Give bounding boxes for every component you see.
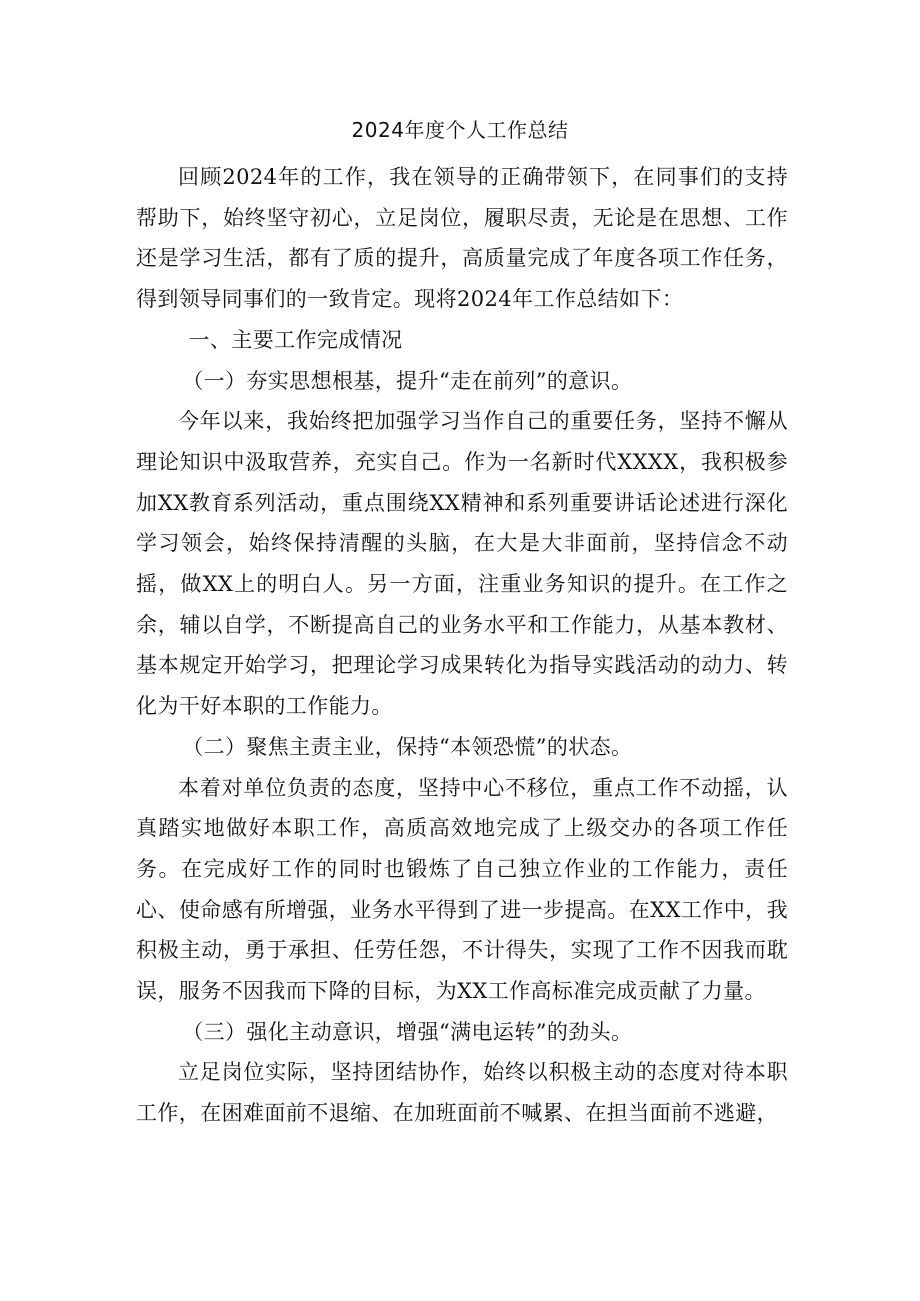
subsection-heading-1: （一）夯实思想根基，提升“走在前列”的意识。 [182,368,633,393]
subsection-heading-3: （三）强化主动意识，增强“满电运转”的劲头。 [182,1019,633,1044]
body-paragraph-3: 立足岗位实际，坚持团结协作，始终以积极主动的态度对待本职工作，在困难面前不退缩、在加班面前不喊累、在担当面前不逃避， [136,1060,788,1126]
section-heading-main-work: 一、主要工作完成情况 [188,327,403,352]
body-paragraph-2: 本着对单位负责的态度，坚持中心不移位，重点工作不动摇，认真踏实地做好本职工作，高质高效地完成了上级交办的各项工作任务。在完成好工作的同时也锻炼了自己独立作业的工作能力，责任心、使命感有所增强，业务水平得到了进一步提高。在XX工作中，我积极主动，勇于承担、任劳任怨，不计得失，实现了工作不因我而耽误，服务不因我而下降的目标，为XX工作高标准完成贡献了力量。 [136,775,788,1004]
subsection-heading-2: （二）聚焦主责主业，保持“本领恐慌”的状态。 [182,734,633,759]
document-title: 2024年度个人工作总结 [351,118,569,142]
document-body [136,157,788,1134]
body-paragraph-1: 今年以来，我始终把加强学习当作自己的重要任务，坚持不懈从理论知识中汲取营养，充实自己。作为一名新时代XXXX，我积极参加XX教育系列活动，重点围绕XX精神和系列重要讲话论述进行深化学习领会，始终保持清醒的头脑，在大是大非面前，坚持信念不动摇，做XX上的明白人。另一方面，注重业务知识的提升。在工作之余，辅以自学，不断提高自己的业务水平和工作能力，从基本教材、基本规定开始学习，把理论学习成果转化为指导实践活动的动力、转化为干好本职的工作能力。 [136,409,788,719]
intro-paragraph: 回顾2024年的工作，我在领导的正确带领下，在同事们的支持帮助下，始终坚守初心，立足岗位，履职尽责，无论是在思想、工作还是学习生活，都有了质的提升，高质量完成了年度各项工作任务，得到领导同事们的一致肯定。现将2024年工作总结如下： [136,165,788,312]
